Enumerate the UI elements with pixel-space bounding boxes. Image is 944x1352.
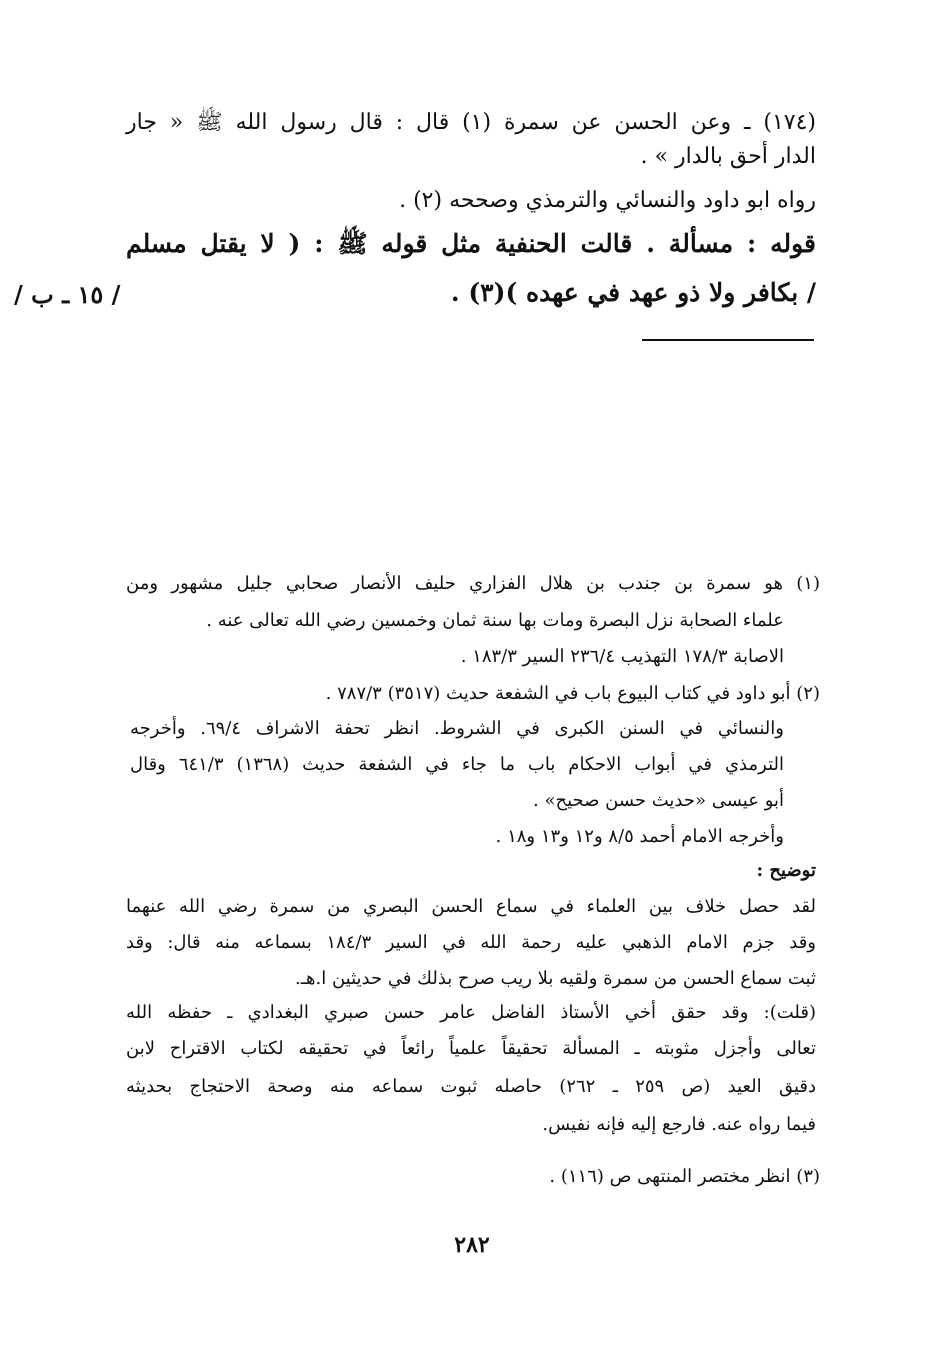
hadith-174-line-2: الدار أحق بالدار » .: [640, 144, 816, 169]
issue-line-2: / بكافر ولا ذو عهد في عهده )(٣) .: [450, 278, 816, 307]
clarification-line-7: فيما رواه عنه. فارجع إليه فإنه نفيس.: [542, 1114, 816, 1135]
page-number: ٢٨٢: [454, 1232, 490, 1258]
issue-line-1: قوله : مسألة . قالت الحنفية مثل قوله ﷺ : ( لا يقتل مسلم: [126, 229, 816, 258]
clarification-line-1: لقد حصل خلاف بين العلماء في سماع الحسن البصري من سمرة رضي الله عنهما: [126, 896, 816, 917]
footnote-1-line-2: علماء الصحابة نزل البصرة ومات بها سنة ثمان وخمسين رضي الله تعالى عنه .: [206, 610, 784, 631]
clarification-line-4: (قلت): وقد حقق أخي الأستاذ الفاضل عامر حسن صبري البغدادي ـ حفظه الله: [126, 1002, 816, 1023]
narration-line: رواه ابو داود والنسائي والترمذي وصححه (٢) .: [399, 188, 816, 213]
margin-reference: / ١٥ ـ ب /: [14, 280, 121, 309]
footnote-1-line-3: الاصابة ١٧٨/٣ التهذيب ٢٣٦/٤ السير ١٨٣/٣ .: [460, 646, 784, 667]
footnote-3-line-1: (٣) انظر مختصر المنتهى ص (١١٦) .: [549, 1166, 820, 1187]
footnote-2-line-1: (٢) أبو داود في كتاب البيوع باب في الشفعة حديث (٣٥١٧) ٧٨٧/٣ .: [325, 683, 820, 704]
clarification-heading: توضيح :: [756, 860, 816, 881]
footnote-2-line-4: أبو عيسى «حديث حسن صحيح» .: [533, 790, 784, 811]
clarification-line-5: تعالى وأجزل مثوبته ـ المسألة تحقيقاً علمياً رائعاً في تحقيقه لكتاب الاقتراح لابن: [126, 1038, 816, 1059]
clarification-line-6: دقيق العيد (ص ٢٥٩ ـ ٢٦٢) حاصله ثبوت سماعه منه وصحة الاحتجاج بحديثه: [126, 1076, 817, 1097]
clarification-line-2: وقد جزم الامام الذهبي عليه رحمة الله في السير ١٨٤/٣ بسماعه منه قال: وقد: [126, 932, 817, 953]
footnote-2-line-5: وأخرجه الامام أحمد ٨/٥ و١٢ و١٣ و١٨ .: [495, 826, 784, 847]
footnote-separator: [642, 339, 814, 341]
footnote-2-line-3: الترمذي في أبواب الاحكام باب ما جاء في الشفعة حديث (١٣٦٨) ٦٤١/٣ وقال: [130, 754, 784, 775]
footnote-1-line-1: (١) هو سمرة بن جندب بن هلال الفزاري حليف الأنصار صحابي جليل مشهور ومن: [126, 573, 820, 594]
footnote-2-line-2: والنسائي في السنن الكبرى في الشروط. انظر تحفة الاشراف ٦٩/٤. وأخرجه: [130, 718, 784, 739]
hadith-174-line-1: (١٧٤) ـ وعن الحسن عن سمرة (١) قال : قال رسول الله ﷺ « جار: [126, 110, 816, 135]
clarification-line-3: ثبت سماع الحسن من سمرة ولقيه بلا ريب صرح بذلك في حديثين ا.هـ.: [295, 968, 816, 989]
